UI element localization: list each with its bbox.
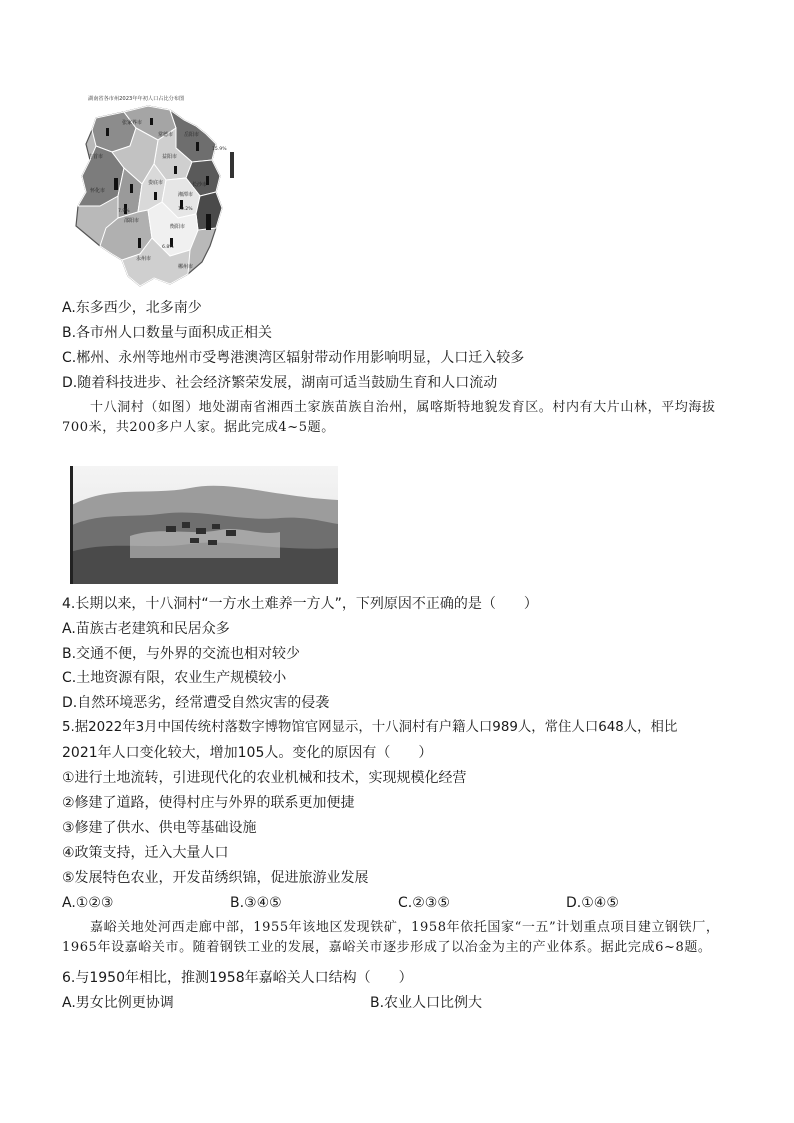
map-label-xiangtan: 湘潭市 xyxy=(178,192,194,198)
map-label-yongzhou: 永州市 xyxy=(136,256,152,262)
q5-item-3: ③修建了供水、供电等基础设施 xyxy=(62,820,257,836)
q4-option-d: D.自然环境恶劣，经常遭受自然灾害的侵袭 xyxy=(62,695,330,711)
intro-questions-6-8: 嘉峪关地处河西走廊中部，1955年该地区发现铁矿，1958年依托国家“一五”计划重点项目建立钢铁厂，1965年设嘉峪关市。随着钢铁工业的发展，嘉峪关市逐步形成了以冶金为主的产业体系。据此完成6~8题。 xyxy=(62,920,720,955)
q6-stem: 6.与1950年相比，推测1958年嘉峪关人口结构（ ） xyxy=(62,970,413,986)
q4-stem: 4.长期以来，十八洞村“一方水土难养一方人”，下列原因不正确的是（ ） xyxy=(62,596,538,612)
q5-option-b: B.③④⑤ xyxy=(230,895,282,911)
q5-option-c: C.②③⑤ xyxy=(398,895,450,911)
map-percent-4: 6.8% xyxy=(162,245,174,250)
q3-option-a: A.东多西少，北多南少 xyxy=(62,300,202,316)
q5-option-d: D.①④⑤ xyxy=(566,895,619,911)
map-label-hengyang: 衡阳市 xyxy=(170,224,186,230)
q3-option-c: C.郴州、永州等地州市受粤港澳湾区辐射带动作用影响明显，人口迁入较多 xyxy=(62,350,525,366)
map-label-zhangjiajie: 张家界市 xyxy=(122,120,143,126)
map-percent-3: 7.9% xyxy=(118,209,130,214)
q4-option-a: A.苗族古老建筑和民居众多 xyxy=(62,621,230,637)
intro-questions-4-5: 十八洞村（如图）地处湖南省湘西土家族苗族自治州，属喀斯特地貌发育区。村内有大片山林，平均海拔700米，共200多户人家。据此完成4~5题。 xyxy=(62,400,716,435)
q5-stem-line-1: 5.据2022年3月中国传统村落数字博物馆官网显示，十八洞村有户籍人口989人，常住人口648人，相比 xyxy=(62,720,678,735)
q3-option-d: D.随着科技进步、社会经济繁荣发展，湖南可适当鼓励生育和人口流动 xyxy=(62,375,498,391)
map-label-chenzhou: 郴州市 xyxy=(178,264,194,270)
map-label-jishou: 吉首市 xyxy=(88,154,104,160)
map-label-shaoyang: 邵阳市 xyxy=(124,218,140,224)
shibadong-village-photo xyxy=(70,466,338,584)
q5-item-1: ①进行土地流转，引进现代化的农业机械和技术，实现规模化经营 xyxy=(62,770,467,786)
map-label-huaihua: 怀化市 xyxy=(90,188,106,194)
q4-option-c: C.土地资源有限，农业生产规模较小 xyxy=(62,670,287,686)
q6-option-a: A.男女比例更协调 xyxy=(62,995,174,1011)
hunan-population-map xyxy=(66,88,246,290)
map-label-yiyang: 益阳市 xyxy=(162,154,178,160)
q6-option-b: B.农业人口比例大 xyxy=(370,995,483,1011)
q5-item-2: ②修建了道路，使得村庄与外界的联系更加便捷 xyxy=(62,795,355,811)
q3-option-b: B.各市州人口数量与面积成正相关 xyxy=(62,325,273,341)
map-percent-2: 10.2% xyxy=(178,207,193,212)
q5-item-5: ⑤发展特色农业，开发苗绣织锦，促进旅游业发展 xyxy=(62,870,369,886)
map-label-changde: 常德市 xyxy=(158,132,174,138)
map-label-loudi: 娄底市 xyxy=(148,180,164,186)
q5-item-4: ④政策支持，迁入大量人口 xyxy=(62,845,229,861)
q4-option-b: B.交通不便，与外界的交流也相对较少 xyxy=(62,646,301,662)
map-title: 湖南省各市州2023年年初人口占比分布图 xyxy=(88,96,185,102)
map-percent-1: 15.9% xyxy=(212,147,227,152)
q5-option-a: A.①②③ xyxy=(62,895,114,911)
map-label-changsha: 长沙市 xyxy=(192,182,208,188)
map-label-yueyang: 岳阳市 xyxy=(184,132,200,138)
q5-stem-line-2: 2021年人口变化较大，增加105人。变化的原因有（ ） xyxy=(62,745,433,761)
